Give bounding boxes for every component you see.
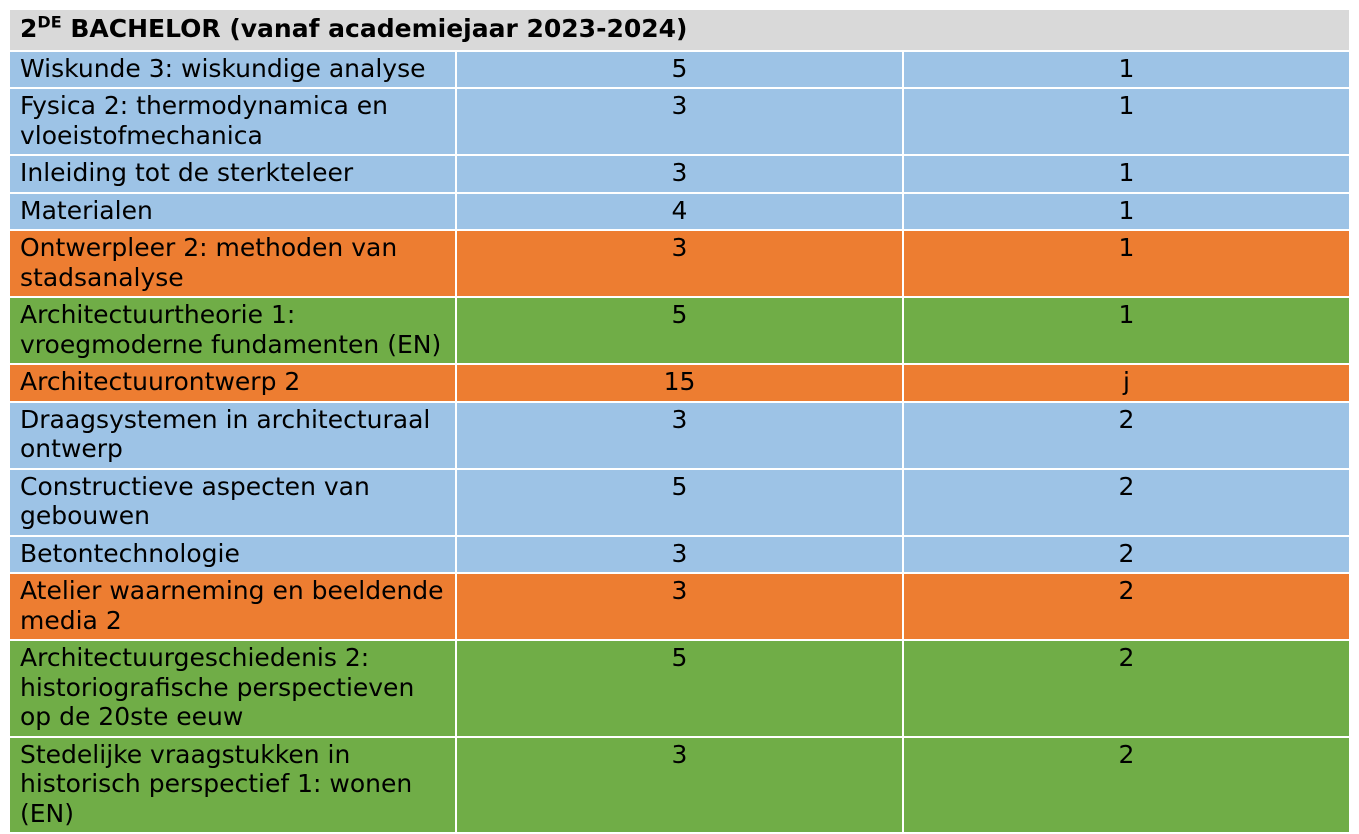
table-row xyxy=(9,88,1350,155)
course-credits: 4 xyxy=(456,193,903,231)
course-credits: 15 xyxy=(456,364,903,402)
course-credits: 3 xyxy=(456,536,903,574)
course-credits: 5 xyxy=(456,297,903,364)
course-semester: 1 xyxy=(903,51,1350,89)
course-semester: 2 xyxy=(903,573,1350,640)
table-row xyxy=(9,469,1350,536)
table-row xyxy=(9,193,1350,231)
course-name: Fysica 2: thermodynamica en vloeistofmechanica xyxy=(9,88,456,155)
course-credits: 5 xyxy=(456,51,903,89)
table-title-prefix: 2 xyxy=(20,14,38,43)
course-name: Wiskunde 3: wiskundige analyse xyxy=(9,51,456,89)
table-title-superscript: DE xyxy=(37,12,62,32)
table-row xyxy=(9,737,1350,834)
course-credits: 3 xyxy=(456,737,903,834)
course-semester: 1 xyxy=(903,193,1350,231)
table-title-rest: BACHELOR (vanaf academiejaar 2023-2024) xyxy=(61,14,688,43)
course-semester: 1 xyxy=(903,297,1350,364)
curriculum-table xyxy=(8,8,1351,834)
course-name: Constructieve aspecten van gebouwen xyxy=(9,469,456,536)
course-semester: 2 xyxy=(903,640,1350,737)
course-semester: 2 xyxy=(903,536,1350,574)
course-semester: 2 xyxy=(903,469,1350,536)
course-name: Materialen xyxy=(9,193,456,231)
course-name: Stedelijke vraagstukken in historisch perspectief 1: wonen (EN) xyxy=(9,737,456,834)
course-credits: 5 xyxy=(456,640,903,737)
course-semester: 1 xyxy=(903,88,1350,155)
table-row xyxy=(9,402,1350,469)
course-credits: 3 xyxy=(456,573,903,640)
curriculum-table-container xyxy=(8,8,1351,834)
table-row xyxy=(9,51,1350,89)
course-name: Architectuurtheorie 1: vroegmoderne fundamenten (EN) xyxy=(9,297,456,364)
table-row xyxy=(9,230,1350,297)
table-header-row xyxy=(9,9,1350,51)
course-credits: 3 xyxy=(456,402,903,469)
course-semester: 2 xyxy=(903,402,1350,469)
table-row xyxy=(9,297,1350,364)
table-row xyxy=(9,640,1350,737)
course-credits: 5 xyxy=(456,469,903,536)
table-row xyxy=(9,364,1350,402)
curriculum-table-body xyxy=(9,9,1350,833)
course-semester: j xyxy=(903,364,1350,402)
table-title-cell xyxy=(9,9,1350,51)
course-name: Atelier waarneming en beeldende media 2 xyxy=(9,573,456,640)
course-name: Inleiding tot de sterkteleer xyxy=(9,155,456,193)
course-name: Betontechnologie xyxy=(9,536,456,574)
course-name: Architectuurgeschiedenis 2: historiografische perspectieven op de 20ste eeuw xyxy=(9,640,456,737)
table-row xyxy=(9,536,1350,574)
course-name: Draagsystemen in architecturaal ontwerp xyxy=(9,402,456,469)
course-credits: 3 xyxy=(456,230,903,297)
course-semester: 1 xyxy=(903,230,1350,297)
course-semester: 2 xyxy=(903,737,1350,834)
course-semester: 1 xyxy=(903,155,1350,193)
table-row xyxy=(9,573,1350,640)
course-credits: 3 xyxy=(456,88,903,155)
course-name: Architectuurontwerp 2 xyxy=(9,364,456,402)
table-row xyxy=(9,155,1350,193)
course-name: Ontwerpleer 2: methoden van stadsanalyse xyxy=(9,230,456,297)
course-credits: 3 xyxy=(456,155,903,193)
